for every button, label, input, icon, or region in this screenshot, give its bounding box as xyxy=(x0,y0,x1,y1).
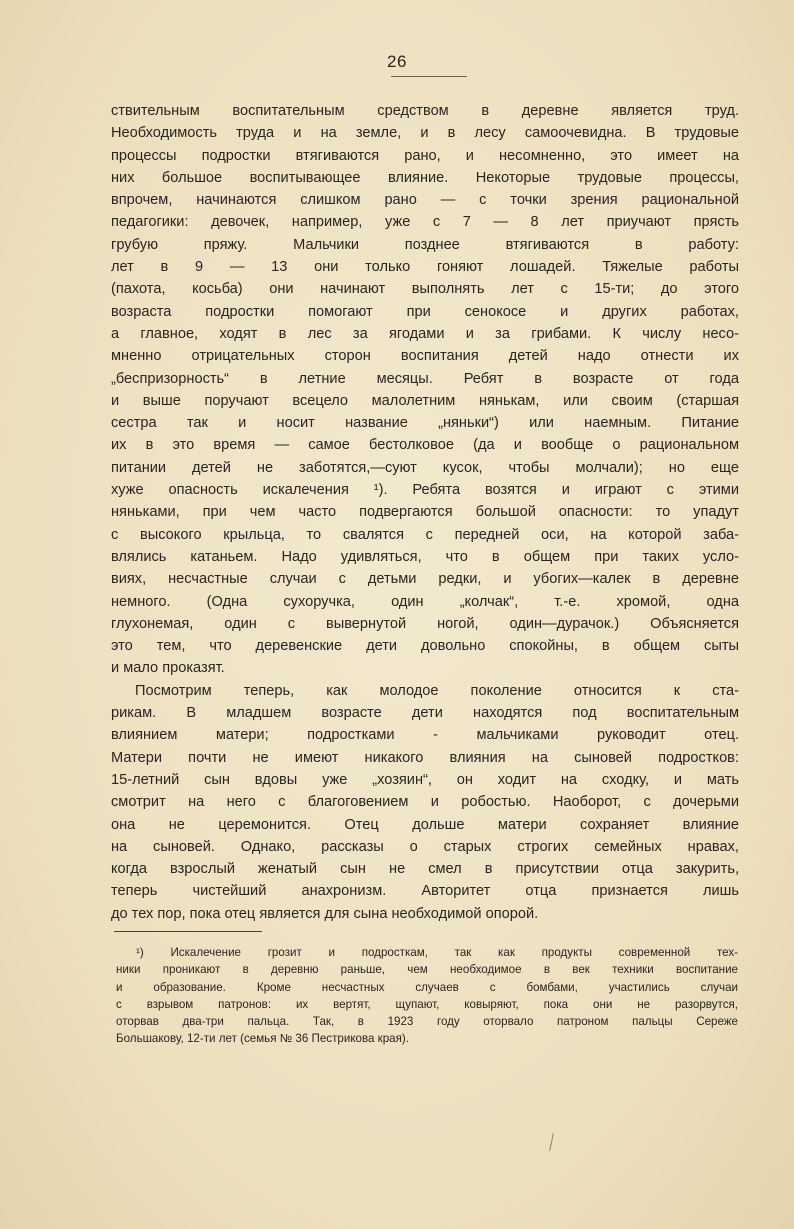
text-line: их в это время — самое бестолковое (да и вообще о рациональном xyxy=(111,437,739,454)
text-line: Посмотрим теперь, как молодое поколение относится к ста- xyxy=(135,682,739,699)
text-line: ствительным воспитательным средством в деревне является труд. xyxy=(111,103,739,119)
footnote xyxy=(116,944,738,1048)
text-line: няньками, при чем часто подвергаются большой опасности: то упадут xyxy=(111,504,739,521)
page-number-underline xyxy=(391,76,467,77)
text-line: влиянием матери; подростками - мальчиками руководит отец. xyxy=(111,727,739,744)
text-line: Необходимость труда и на земле, и в лесу самоочевидна. В трудовые xyxy=(111,125,739,142)
text-line: питании детей не заботятся,—суют кусок, чтобы молчали); но еще xyxy=(111,459,739,476)
text-line: на сыновей. Однако, рассказы о старых строгих семейных нравах, xyxy=(111,838,739,855)
text-line: глухонемая, один с вывернутой ногой, один—дурачок.) Объясняется xyxy=(111,615,739,632)
footnote-line: ¹) Искалечение грозит и подросткам, так как продукты современной тех- xyxy=(136,946,738,959)
text-line: а главное, ходят в лес за ягодами и за грибами. К числу несо- xyxy=(111,325,739,342)
paragraph xyxy=(111,100,739,680)
footnote-line: Большакову, 12-ти лет (семья № 36 Пестрикова края). xyxy=(116,1032,409,1046)
text-line: (пахота, косьба) они начинают выполнять лет с 15-ти; до этого xyxy=(111,281,739,298)
text-line: теперь чистейший анахронизм. Авторитет отца признается лишь xyxy=(111,883,739,900)
main-text xyxy=(111,100,739,925)
stray-pencil-mark xyxy=(549,1133,554,1151)
footnote-line: с взрывом патронов: их вертят, щупают, ковыряют, пока они не разорвутся, xyxy=(116,997,738,1011)
text-line: возраста подростки помогают при сенокосе и других работах, xyxy=(111,303,739,320)
text-line: мненно отрицательных сторон воспитания детей надо отнести их xyxy=(111,348,739,365)
text-line: до тех пор, пока отец является для сына необходимой опорой. xyxy=(111,905,539,922)
text-line: рикам. В младшем возрасте дети находятся под воспитательным xyxy=(111,705,739,722)
text-line: влялись катаньем. Надо удивляться, что в общем при таких усло- xyxy=(111,548,739,565)
text-line: „беспризорность“ в летние месяцы. Ребят в возрасте от года xyxy=(111,370,739,387)
text-line: впрочем, начинаются слишком рано — с точки зрения рациональной xyxy=(111,192,739,209)
text-line: Матери почти не имеют никакого влияния на сыновей подростков: xyxy=(111,749,739,766)
text-line: процессы подростки втягиваются рано, и несомненно, это имеет на xyxy=(111,147,739,164)
text-line: виях, несчастные случаи с детьми редки, и убогих—калек в деревне xyxy=(111,571,739,588)
footnote-line: оторвав два-три пальца. Так, в 1923 году оторвало патроном пальцы Сереже xyxy=(116,1015,738,1029)
text-line: это тем, что деревенские дети довольно спокойны, в общем сыты xyxy=(111,638,739,655)
text-line: хуже опасность искалечения ¹). Ребята возятся и играют с этими xyxy=(111,482,739,499)
footnote-line: и образование. Кроме несчастных случаев с бомбами, участились случаи xyxy=(116,980,738,994)
footnote-line: ники проникают в деревню раньше, чем необходимое в век техники воспитание xyxy=(116,963,738,977)
text-line: педагогики: девочек, например, уже с 7 — 8 лет приучают прясть xyxy=(111,214,739,231)
text-line: сестра так и носит название „няньки“) или наемным. Питание xyxy=(111,415,739,432)
text-line: грубую пряжу. Мальчики позднее втягиваются в работу: xyxy=(111,236,739,253)
text-line: с высокого крыльца, то свалятся с передней оси, на которой заба- xyxy=(111,526,739,543)
page-number: 26 xyxy=(387,52,407,71)
footnote-separator xyxy=(114,931,262,932)
text-line: 15-летний сын вдовы уже „хозяин“, он ходит на сходку, и мать xyxy=(111,771,739,788)
paragraph xyxy=(111,680,739,925)
text-line: немного. (Одна сухоручка, один „колчак“, т.-е. хромой, одна xyxy=(111,593,739,610)
text-line: смотрит на него с благоговением и робостью. Наоборот, с дочерьми xyxy=(111,794,739,811)
text-line: них большое воспитывающее влияние. Некоторые трудовые процессы, xyxy=(111,169,739,186)
text-line: она не церемонится. Отец дольше матери сохраняет влияние xyxy=(111,816,739,833)
text-line: и выше поручают всецело малолетним нянькам, или своим (старшая xyxy=(111,392,739,409)
text-line: лет в 9 — 13 они только гоняют лошадей. Тяжелые работы xyxy=(111,259,739,276)
text-line: и мало проказят. xyxy=(111,660,225,677)
text-line: когда взрослый женатый сын не смел в присутствии отца закурить, xyxy=(111,861,739,878)
